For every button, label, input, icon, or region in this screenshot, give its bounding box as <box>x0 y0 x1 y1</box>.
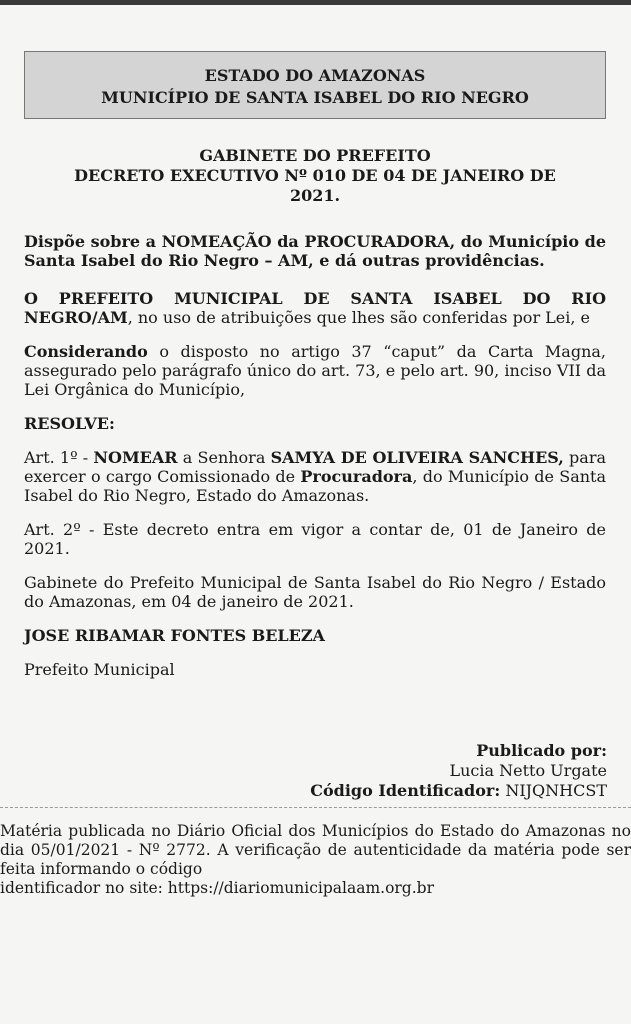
art1-text3: , do Município de Santa Isabel do Rio Negro, Estado do Amazonas. <box>24 467 607 505</box>
art1-text1: a Senhora <box>177 448 271 467</box>
top-bar <box>0 0 631 5</box>
publisher-name: Lucia Netto Urgate <box>449 761 607 780</box>
considering-paragraph <box>24 342 606 399</box>
identifier-label: Código Identificador: <box>310 781 501 800</box>
footer-note <box>0 822 631 898</box>
article-2: Art. 2º - Este decreto entra em vigor a contar de, 01 de Janeiro de 2021. <box>24 520 606 558</box>
art1-prefix: Art. 1º - <box>24 448 94 467</box>
signer-role: Prefeito Municipal <box>24 660 175 679</box>
considering-bold: Considerando <box>24 342 148 361</box>
preamble-bold: O PREFEITO MUNICIPAL DE SANTA ISABEL DO RIO NEGRO/AM <box>24 289 606 327</box>
footer-text: Matéria publicada no Diário Oficial dos Municípios do Estado do Amazonas no dia 05/01/2021 - Nº 2772. A verificação de autenticidade da matéria pode ser feita informando o código <box>0 822 631 878</box>
published-by-label: Publicado por: <box>476 741 607 760</box>
art1-role: Procuradora <box>300 467 413 486</box>
signer-name: JOSE RIBAMAR FONTES BELEZA <box>24 626 325 645</box>
office-title: GABINETE DO PREFEITO <box>199 146 431 165</box>
article-1 <box>24 448 606 505</box>
state-name: ESTADO DO AMAZONAS <box>204 66 426 85</box>
decree-title <box>24 146 606 206</box>
preamble <box>24 289 606 327</box>
municipality-name: MUNICÍPIO DE SANTA ISABEL DO RIO NEGRO <box>101 88 529 107</box>
preamble-text: , no uso de atribuições que lhes são conferidas por Lei, e <box>127 308 591 327</box>
decree-year: 2021. <box>289 186 341 205</box>
considering-text: o disposto no artigo 37 “caput” da Carta Magna, assegurado pelo parágrafo único do art. 73, e pelo art. 90, inciso VII da Lei Orgânica do Município, <box>24 342 606 399</box>
identifier-code: NIJQNHCST <box>500 781 607 800</box>
decree-summary: Dispõe sobre a NOMEAÇÃO da PROCURADORA, do Município de Santa Isabel do Rio Negro – AM, e dá outras providências. <box>24 232 606 270</box>
document-header <box>24 51 606 119</box>
closing-paragraph: Gabinete do Prefeito Municipal de Santa Isabel do Rio Negro / Estado do Amazonas, em 04 de janeiro de 2021. <box>24 573 606 611</box>
decree-body <box>24 232 606 679</box>
footer-last-line: identificador no site: https://diariomunicipalaam.org.br <box>0 879 434 897</box>
decree-number: DECRETO EXECUTIVO Nº 010 DE 04 DE JANEIRO DE <box>74 166 556 185</box>
identifier-line <box>310 781 607 801</box>
publication-info <box>310 741 607 801</box>
resolve-heading: RESOLVE: <box>24 414 115 433</box>
art1-verb: NOMEAR <box>93 448 178 467</box>
art1-text2: para exercer o cargo Comissionado de <box>24 448 607 486</box>
footer-divider <box>0 807 631 808</box>
art1-name: SAMYA DE OLIVEIRA SANCHES, <box>270 448 564 467</box>
